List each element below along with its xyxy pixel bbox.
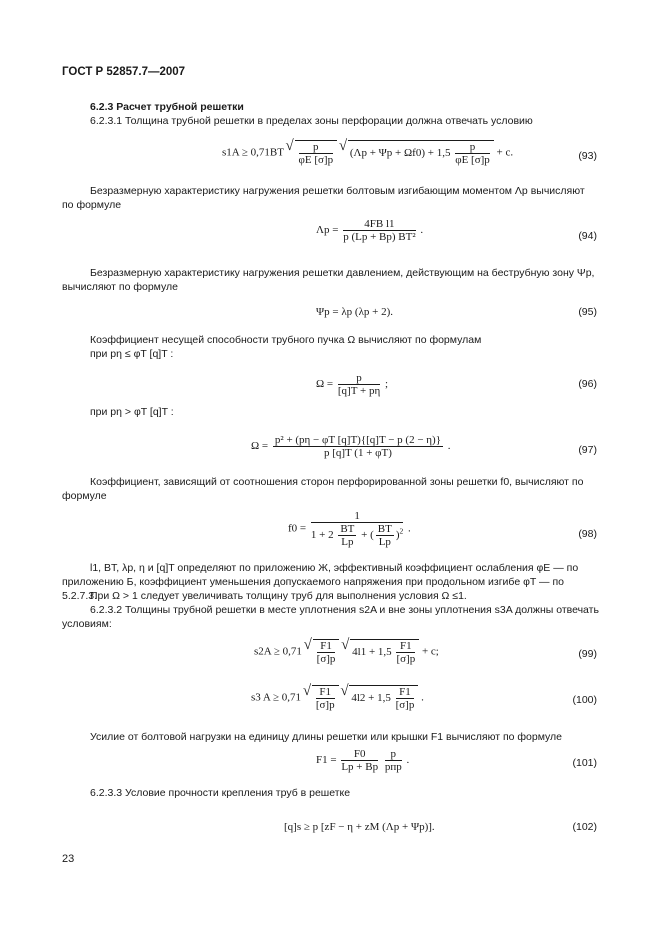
page-number: 23 [62,853,75,865]
para-f0: Коэффициент, зависящий от соотношения сторон перфорированной зоны решетки f0, вычисляют по формуле [62,476,584,502]
equation-95: Ψp = λp (λp + 2). [316,306,394,318]
equation-94: Λp = $\frac{\text{4FB l1}}{\text{p (Lp + Bp) BT²}}$ . [316,218,424,243]
document-id: ГОСТ Р 52857.7—2007 [62,66,186,78]
equation-101: F1 = $\frac{F0}{Lp + Bp}$ p pпр . [316,748,410,773]
condition-omega-1: при pη ≤ φT [q]T : [90,348,174,360]
para-psi: Безразмерную характеристику нагружения решетки давлением, действующим на беструбную зону Ψp, вычисляют по формуле [62,267,595,293]
equation-100: s3 A ≥ 0,71 √ $\frac{F1}{[\sigma]p}$ √ 4l2 + 1,5 $\frac{F1}{[\sigma]p}$ . [251,685,424,711]
para-omega-limit: При Ω > 1 следует увеличивать толщину труб для выполнения условия Ω ≤1. [90,590,467,602]
equation-number-98: (98) [578,528,597,540]
para-definitions: l1, BT, λp, η и [q]T определяют по приложению Ж, эффективный коэффициент ослабления φE — по приложению Б, коэффициент уменьшения допускаемого напряжения при продольном изгибе φT — по 5.2.7.3. [62,562,579,602]
para-f1: Усилие от болтовой нагрузки на единицу длины решетки или крышки F1 вычисляют по формуле [90,731,563,743]
equation-102: [q]s ≥ p [zF − η + zM (Λp + Ψp)]. [284,821,435,833]
para-omega: Коэффициент несущей способности трубного пучка Ω вычисляют по формулам [90,334,482,346]
equation-number-100: (100) [572,694,597,706]
section-title: 6.2.3 Расчет трубной решетки [90,101,244,113]
equation-number-101: (101) [572,757,597,769]
equation-number-95: (95) [578,306,597,318]
equation-number-96: (96) [578,378,597,390]
condition-omega-2: при pη > φT [q]T : [90,406,174,418]
para-lambda: Безразмерную характеристику нагружения решетки болтовым изгибающим моментом Λp вычисляют по формуле [62,185,585,211]
equation-99: s2A ≥ 0,71 √ $\frac{F1}{[\sigma]p}$ √ 4l1 + 1,5 $\frac{F1}{[\sigma]p}$ + c; [254,639,439,665]
equation-97: Ω = $\frac{\text{p² + (pη − φT [q]T)\{[q]T − p (2 − η)\}}}{p [q]T (1 + \varphi T)}$ . [251,434,451,459]
equation-number-94: (94) [578,230,597,242]
equation-98: f0 = 1 1 + 2 $\frac{BT}{Lp}$ + ( $\frac{BT}{Lp}$ )$^2$ . [288,510,411,548]
para-6-2-3-1: 6.2.3.1 Толщина трубной решетки в пределах зоны перфорации должна отвечать условию [90,115,533,127]
equation-number-99: (99) [578,648,597,660]
para-6-2-3-3: 6.2.3.3 Условие прочности крепления труб в решетке [90,787,351,799]
equation-number-97: (97) [578,444,597,456]
para-6-2-3-2: 6.2.3.2 Толщины трубной решетки в месте уплотнения s2A и вне зоны уплотнения s3A должны отвечать условиям: [62,604,599,630]
equation-number-93: (93) [578,150,597,162]
equation-number-102: (102) [572,821,597,833]
equation-96: Ω = $\frac{p}{[q]T + p\eta}$ ; [316,372,389,397]
equation-93: s1A ≥ 0,71BT √ $\frac{p}{\varphi E [\sigma]p}$ √ (Λp + Ψp + Ωf0) + 1,5 $\frac{p}{\varphi E [\sigma]p}$ + c. [222,140,513,166]
